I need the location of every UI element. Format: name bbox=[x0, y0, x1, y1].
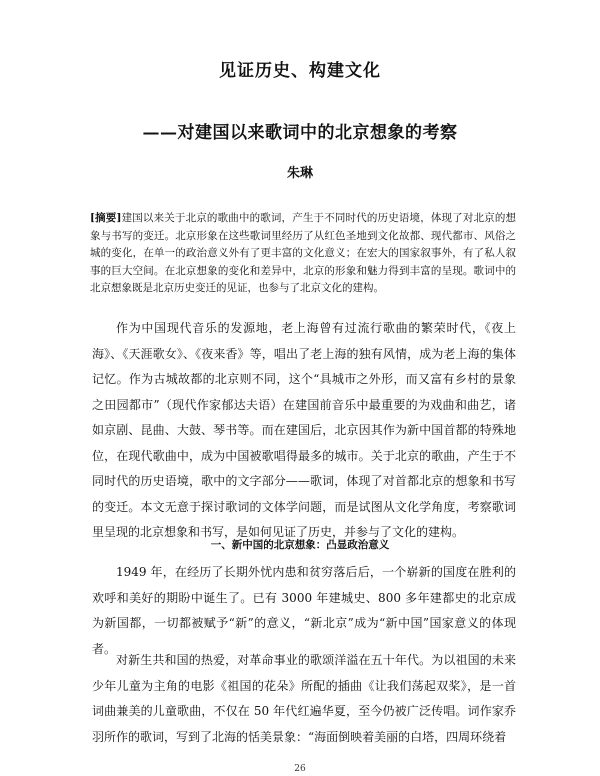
abstract-text: 建国以来关于北京的歌曲中的歌词，产生于不同时代的历史语境，体现了对北京的想象与书写的变迁。北京形象在这些歌词里经历了从红色圣地到文化故都、现代都市、风俗之城的变化，在单一的政治意义外有了更丰富的文化意义；在宏大的国家叙事外，有了私人叙事的巨大空间。在北京想象的变化和差异中，北京的形象和魅力得到丰富的呈现。歌词中的北京想象既是北京历史变迁的见证，也参与了北京文化的建构。 bbox=[90, 212, 517, 294]
author-name: 朱琳 bbox=[286, 166, 313, 181]
article-title: 见证历史、构建文化 bbox=[219, 61, 381, 81]
body-paragraph-2: 1949 年，在经历了长期外忧内患和贫穷落后后，一个崭新的国度在胜利的欢呼和美好的期盼中诞生了。已有 3000 年建城史、800 多年建都史的北京成为新国都，一切都被赋予“新”的意义，“新北京”成为“新中国”国家意义的体现者。 bbox=[92, 565, 516, 656]
abstract-block bbox=[90, 210, 516, 298]
body-paragraph-3: 对新生共和国的热爱，对革命事业的歌颂洋溢在五十年代。为以祖国的未来少年儿童为主角的电影《祖国的花朵》所配的插曲《让我们荡起双桨》，是一首词曲兼美的儿童歌曲，不仅在 50 年代红遍华夏，至今仍被广泛传唱。词作家乔羽所作的歌词，写到了北海的恬美景象：“海面倒映着美丽的白塔，四周环绕着 bbox=[92, 653, 516, 744]
abstract-label: [摘要] bbox=[90, 212, 122, 224]
body-paragraph-1: 作为中国现代音乐的发源地，老上海曾有过流行歌曲的繁荣时代，《夜上海》、《天涯歌女》、《夜来香》等，唱出了老上海的独有风情，成为老上海的集体记忆。作为古城故都的北京则不同，这个“具城市之外形，而又富有乡村的景象之田园都市”（现代作家郁达夫语）在建国前音乐中最重要的为戏曲和曲艺，诸如京剧、昆曲、大鼓、琴书等。而在建国后，北京因其作为新中国首都的特殊地位，在现代歌曲中，成为中国被歌唱得最多的城市。关于北京的歌曲，产生于不同时代的历史语境，歌中的文字部分——歌词，体现了对首都北京的想象和书写的变迁。本文无意于探讨歌词的文体学问题，而是试图从文化学角度，考察歌词里呈现的北京想象和书写，是如何见证了历史，并参与了文化的建构。 bbox=[92, 321, 516, 539]
page-number: 26 bbox=[294, 764, 306, 774]
section-heading: 一、新中国的北京想象：凸显政治意义 bbox=[210, 539, 390, 551]
article-subtitle: ——对建国以来歌词中的北京想象的考察 bbox=[142, 123, 458, 143]
